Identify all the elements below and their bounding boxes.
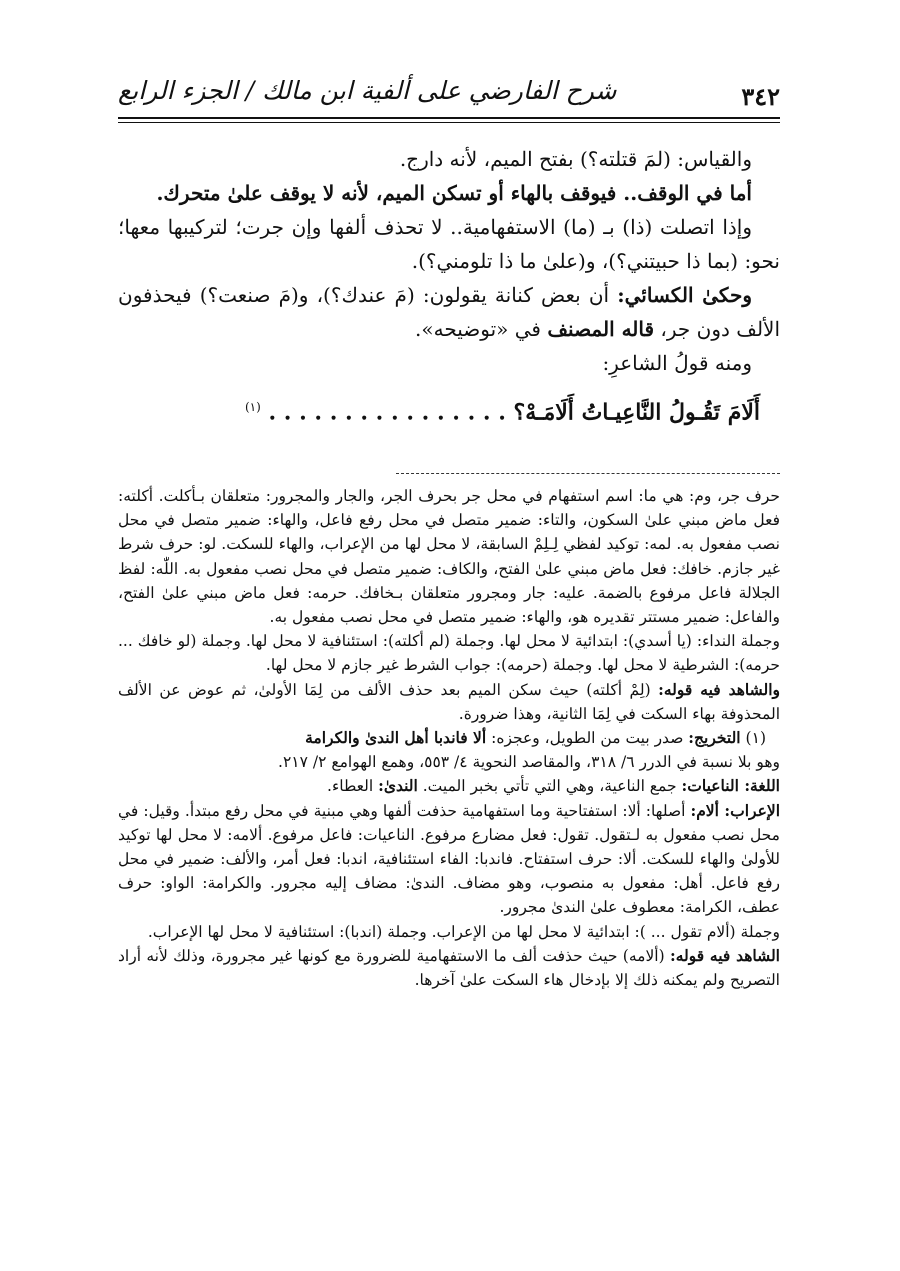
note-paragraph — [118, 799, 780, 920]
bold-lead: والشاهد فيه قوله: — [658, 679, 780, 699]
header-rule-thin — [118, 122, 780, 123]
bold-phrase: قاله المصنف — [547, 317, 655, 341]
bold-lead: التخريج: — [688, 728, 741, 748]
note-paragraph: وهو بلا نسبة في الدرر ٦/ ٣١٨، والمقاصد النحوية ٤/ ٥٥٣، وهمع الهوامع ٢/ ٢١٧. — [278, 753, 780, 772]
bold-lead: وحكىٰ الكسائي: — [617, 283, 752, 307]
verse-text: أَلَامَ تَقُـولُ النَّاعِيـاتُ أَلَامَـهْ؟ . . . . . . . . . . . . . . . . — [268, 399, 760, 426]
paragraph — [118, 278, 780, 346]
paragraph: وإذا اتصلت (ذا) بـ (ما) الاستفهامية.. لا تحذف ألفها وإن جرت؛ لتركيبها معها؛ نحو: (بما ذا حبيتني؟)، و(علىٰ ما ذا تلومني؟). — [118, 215, 780, 273]
main-text — [118, 142, 780, 429]
note-paragraph — [118, 944, 780, 992]
page-header — [118, 76, 780, 110]
note-paragraph — [118, 774, 780, 798]
note-text: أصلها: ألا: استفتاحية وما استفهامية حذفت ألفها وهي مبنية في محل رفع مبتدأ. وقيل: في محل نصب مفعول به لـتقول. تقول: فعل مضارع مرفوع. الناعيات: فاعل مرفوع. ألامه: لا محل لها توكيد للأولىٰ والهاء للسكت. ألا: حرف استفتاح. فاندبا: الفاء استئنافية، اندبا: فعل أمر، والألف: ضمير في محل رفع فاعل. أهل: مفعول به منصوب، وهو مضاف. الندىٰ: مضاف إليه مجرور. والكرامة: الواو: حرف عطف، الكرامة: معطوف علىٰ الندىٰ مجرور. — [118, 801, 780, 917]
note-text: صدر بيت من الطويل، وعجزه: — [486, 729, 689, 748]
hemistich: ألا فاندبا أهل الندىٰ والكرامة — [305, 728, 487, 748]
paragraph: والقياس: (لمَ قتلته؟) بفتح الميم، لأنه دارج. — [399, 147, 752, 171]
footnotes — [118, 484, 780, 992]
footnote-number: (١) — [745, 729, 766, 748]
note-text: العطاء. — [327, 777, 379, 796]
bold-lead: اللغة: الناعيات: — [681, 776, 780, 796]
paragraph-text: أن بعض كنانة يقولون: (مَ عندك؟)، و(مَ صنعت؟) فيحذفون الألف دون جر، — [118, 283, 780, 341]
page-number: ٣٤٢ — [741, 82, 780, 111]
footnote-entry — [118, 726, 780, 750]
note-paragraph: وجملة (ألام تقول ... ): ابتدائية لا محل لها من الإعراب. وجملة (اندبا): استئنافية لا محل لها الإعراب. — [147, 922, 780, 941]
bold-lead: الشاهد فيه قوله: — [669, 945, 780, 965]
note-paragraph: وجملة النداء: (يا أسدي): ابتدائية لا محل لها. وجملة (لم أكلته): استئنافية لا محل لها. وجملة (لو خافك ... حرمه): الشرطية لا محل لها. وجملة (حرمه): جواب الشرط غير جازم لا محل لها. — [118, 632, 780, 675]
running-title: شرح الفارضي على ألفية ابن مالك / الجزء الرابع — [118, 76, 617, 105]
bold-lead: الإعراب: ألام: — [690, 800, 780, 820]
note-paragraph — [118, 678, 780, 726]
note-text: (ألامه) حيث حذفت ألف ما الاستفهامية للضرورة مع كونها غير مجرورة، وذلك لأنه أراد التصريح ولم يمكنه ذلك إلا بإدخال هاء السكت علىٰ آخرها. — [118, 946, 780, 990]
footnote-separator — [396, 473, 780, 474]
header-rule — [118, 117, 780, 119]
paragraph-text: في «توضيحه». — [415, 317, 548, 341]
footnote-ref[interactable]: (١) — [244, 400, 261, 414]
note-text: (لِمْ أكلته) حيث سكن الميم بعد حذف الألف من لِمَا الأولىٰ، ثم عوض عن الألف المحذوفة بهاء السكت في لِمَا الثانية، وهذا ضرورة. — [118, 680, 780, 723]
note-paragraph: حرف جر، وم: هي ما: اسم استفهام في محل جر بحرف الجر، والجار والمجرور: متعلقان بـأكلت. أكلته: فعل ماض مبني علىٰ السكون، والتاء: ضمير متصل في محل رفع فاعل، والهاء: ضمير متصل في محل نصب مفعول به. لمه: توكيد لفظي لِـلِمْ السابقة، لا محل لها من الإعراب، والهاء للسكت. لو: حرف شرط غير جازم. خافك: فعل ماض مبني علىٰ الفتح، والكاف: ضمير متصل في محل نصب مفعول به. اللّٰه: لفظ الجلالة فاعل مرفوع بالضمة. عليه: جار ومجرور متعلقان بـخافك. حرمه: فعل ماض مبني علىٰ الفتح، والفاعل: ضمير مستتر تقديره هو، والهاء: ضمير متصل في محل نصب مفعول به. — [118, 487, 780, 627]
paragraph: أما في الوقف.. فيوقف بالهاء أو تسكن الميم، لأنه لا يوقف علىٰ متحرك. — [156, 181, 752, 205]
note-text: جمع الناعية، وهي التي تأتي بخبر الميت. — [417, 777, 682, 796]
bold-term: الندىٰ: — [378, 776, 418, 796]
paragraph: ومنه قولُ الشاعرِ: — [602, 351, 752, 375]
poetry-verse — [118, 390, 780, 429]
